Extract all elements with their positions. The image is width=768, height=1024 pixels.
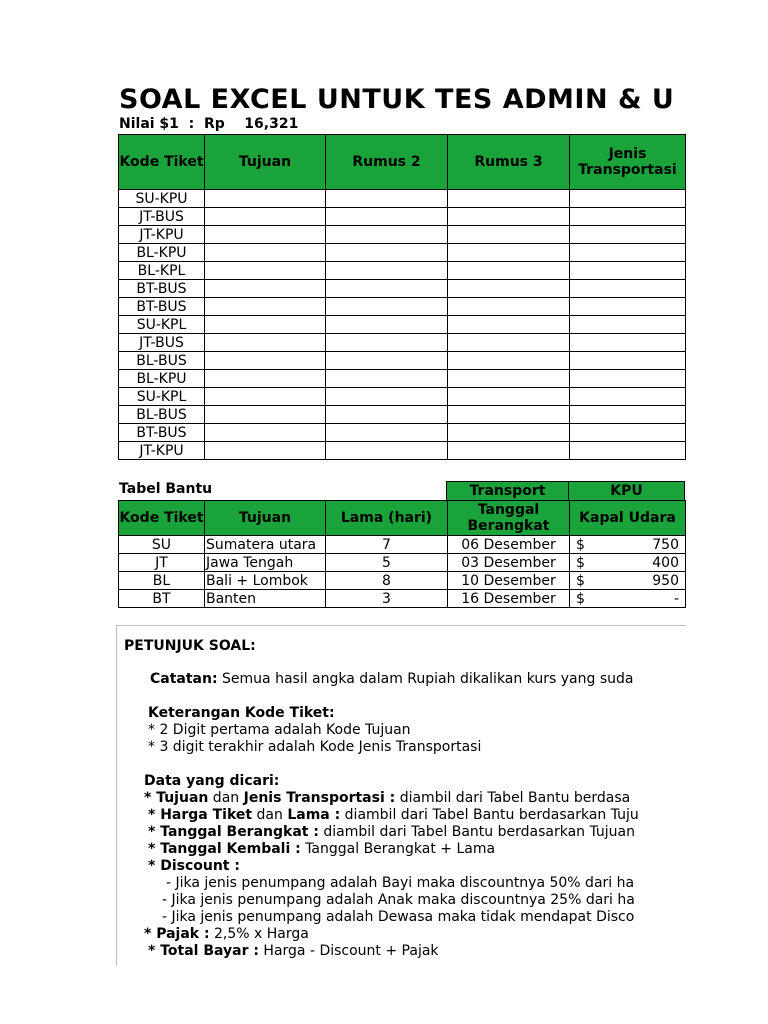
currency-symbol: $ <box>576 590 585 607</box>
bantu-header-kode: Kode Tiket <box>119 501 205 536</box>
empty-cell[interactable] <box>205 298 326 316</box>
bantu-tanggal-cell[interactable]: 16 Desember <box>448 590 570 608</box>
empty-cell[interactable] <box>448 442 570 460</box>
ticket-row <box>119 316 686 334</box>
header-rumus-2: Rumus 2 <box>326 135 448 190</box>
ticket-row <box>119 244 686 262</box>
empty-cell[interactable] <box>326 442 448 460</box>
empty-cell[interactable] <box>205 424 326 442</box>
empty-cell[interactable] <box>205 370 326 388</box>
header-kode-tiket: Kode Tiket <box>119 135 205 190</box>
bantu-row <box>119 554 686 572</box>
empty-cell[interactable] <box>570 244 686 262</box>
empty-cell[interactable] <box>205 226 326 244</box>
bantu-harga-cell[interactable] <box>570 554 686 572</box>
empty-cell[interactable] <box>448 244 570 262</box>
empty-cell[interactable] <box>448 262 570 280</box>
empty-cell[interactable] <box>448 424 570 442</box>
bantu-row <box>119 536 686 554</box>
empty-cell[interactable] <box>326 190 448 208</box>
bantu-lama-cell[interactable]: 3 <box>326 590 448 608</box>
empty-cell[interactable] <box>570 280 686 298</box>
empty-cell[interactable] <box>570 316 686 334</box>
kode-tiket-cell[interactable]: BL-KPU <box>119 370 205 388</box>
empty-cell[interactable] <box>326 388 448 406</box>
empty-cell[interactable] <box>448 280 570 298</box>
bantu-kode-cell[interactable]: BT <box>119 590 205 608</box>
empty-cell[interactable] <box>205 208 326 226</box>
data-item-tujuan: * Tujuan dan Jenis Transportasi : diambil dari Tabel Bantu berdasa <box>144 790 631 806</box>
bantu-tujuan-cell[interactable]: Bali + Lombok <box>205 572 326 590</box>
empty-cell[interactable] <box>448 370 570 388</box>
empty-cell[interactable] <box>326 208 448 226</box>
ticket-row <box>119 190 686 208</box>
keterangan-item: * 3 digit terakhir adalah Kode Jenis Transportasi <box>148 739 482 755</box>
empty-cell[interactable] <box>205 244 326 262</box>
empty-cell[interactable] <box>448 226 570 244</box>
bantu-row <box>119 590 686 608</box>
ticket-row <box>119 298 686 316</box>
empty-cell[interactable] <box>326 280 448 298</box>
empty-cell[interactable] <box>570 352 686 370</box>
empty-cell[interactable] <box>570 388 686 406</box>
catatan-line: Catatan: Semua hasil angka dalam Rupiah dikalikan kurs yang suda <box>150 671 634 687</box>
empty-cell[interactable] <box>448 352 570 370</box>
discount-rule: - Jika jenis penumpang adalah Anak maka discountnya 25% dari ha <box>162 892 635 908</box>
empty-cell[interactable] <box>448 208 570 226</box>
empty-cell[interactable] <box>326 244 448 262</box>
bantu-kode-cell[interactable]: BL <box>119 572 205 590</box>
data-dicari-heading: Data yang dicari: <box>144 773 280 789</box>
empty-cell[interactable] <box>448 190 570 208</box>
empty-cell[interactable] <box>205 316 326 334</box>
bantu-row <box>119 572 686 590</box>
bantu-header-kapal-udara: Kapal Udara <box>570 501 686 536</box>
header-jenis-transportasi: Jenis Transportasi <box>570 135 686 190</box>
data-item-total-bayar: * Total Bayar : Harga - Discount + Pajak <box>148 943 439 959</box>
ticket-row <box>119 352 686 370</box>
empty-cell[interactable] <box>326 298 448 316</box>
empty-cell[interactable] <box>570 190 686 208</box>
data-item-pajak: * Pajak : 2,5% x Harga <box>144 926 309 942</box>
currency-symbol: $ <box>576 572 585 589</box>
bantu-header-tanggal: Tanggal Berangkat <box>448 501 570 536</box>
bantu-lama-cell[interactable]: 5 <box>326 554 448 572</box>
page-title: SOAL EXCEL UNTUK TES ADMIN & U <box>119 84 675 115</box>
tabel-bantu <box>118 500 686 608</box>
empty-cell[interactable] <box>326 370 448 388</box>
header-kpu: KPU <box>569 482 685 501</box>
ticket-row <box>119 334 686 352</box>
kode-tiket-cell[interactable]: JT-KPU <box>119 442 205 460</box>
empty-cell[interactable] <box>570 370 686 388</box>
exchange-rate: Nilai $1 : Rp 16,321 <box>119 116 299 132</box>
empty-cell[interactable] <box>205 280 326 298</box>
currency-symbol: $ <box>576 536 585 553</box>
empty-cell[interactable] <box>570 298 686 316</box>
bantu-tanggal-cell[interactable]: 06 Desember <box>448 536 570 554</box>
empty-cell[interactable] <box>570 208 686 226</box>
empty-cell[interactable] <box>448 298 570 316</box>
ticket-row <box>119 406 686 424</box>
bantu-header-lama: Lama (hari) <box>326 501 448 536</box>
bantu-tujuan-cell[interactable]: Jawa Tengah <box>205 554 326 572</box>
header-transport: Transport <box>447 482 569 501</box>
empty-cell[interactable] <box>326 334 448 352</box>
empty-cell[interactable] <box>570 406 686 424</box>
empty-cell[interactable] <box>205 334 326 352</box>
empty-cell[interactable] <box>570 442 686 460</box>
ticket-row <box>119 388 686 406</box>
empty-cell[interactable] <box>448 316 570 334</box>
empty-cell[interactable] <box>326 352 448 370</box>
data-item-discount: * Discount : <box>148 858 240 874</box>
bantu-kode-cell[interactable]: JT <box>119 554 205 572</box>
price-value: - <box>673 590 679 607</box>
transport-header <box>446 481 685 501</box>
kode-tiket-cell[interactable]: SU-KPL <box>119 316 205 334</box>
header-tujuan: Tujuan <box>205 135 326 190</box>
empty-cell[interactable] <box>326 424 448 442</box>
empty-cell[interactable] <box>205 388 326 406</box>
bantu-harga-cell[interactable] <box>570 536 686 554</box>
bantu-header-tujuan: Tujuan <box>205 501 326 536</box>
empty-cell[interactable] <box>326 316 448 334</box>
price-value: 400 <box>652 554 679 571</box>
ticket-table <box>118 134 686 460</box>
empty-cell[interactable] <box>205 262 326 280</box>
ticket-row <box>119 226 686 244</box>
kode-tiket-cell[interactable]: JT-BUS <box>119 208 205 226</box>
ticket-row <box>119 442 686 460</box>
data-item-harga: * Harga Tiket dan Lama : diambil dari Tabel Bantu berdasarkan Tuju <box>148 807 639 823</box>
ticket-row <box>119 424 686 442</box>
ticket-row <box>119 208 686 226</box>
instructions-heading: PETUNJUK SOAL: <box>124 638 256 654</box>
empty-cell[interactable] <box>205 406 326 424</box>
data-item-tanggal-kembali: * Tanggal Kembali : Tanggal Berangkat + Lama <box>148 841 496 857</box>
price-value: 750 <box>652 536 679 553</box>
kode-tiket-cell[interactable]: BT-BUS <box>119 298 205 316</box>
empty-cell[interactable] <box>326 226 448 244</box>
ticket-row <box>119 280 686 298</box>
kode-tiket-cell[interactable]: BL-KPU <box>119 244 205 262</box>
empty-cell[interactable] <box>326 406 448 424</box>
kode-tiket-cell[interactable]: SU-KPU <box>119 190 205 208</box>
empty-cell[interactable] <box>570 334 686 352</box>
kode-tiket-cell[interactable]: BL-KPL <box>119 262 205 280</box>
bantu-harga-cell[interactable] <box>570 572 686 590</box>
price-value: 950 <box>652 572 679 589</box>
empty-cell[interactable] <box>448 388 570 406</box>
empty-cell[interactable] <box>570 262 686 280</box>
bantu-tujuan-cell[interactable]: Banten <box>205 590 326 608</box>
empty-cell[interactable] <box>448 334 570 352</box>
kode-tiket-cell[interactable]: JT-KPU <box>119 226 205 244</box>
kode-tiket-cell[interactable]: BL-BUS <box>119 406 205 424</box>
ticket-table-header <box>119 135 686 190</box>
empty-cell[interactable] <box>570 424 686 442</box>
tabel-bantu-label: Tabel Bantu <box>119 481 213 497</box>
bantu-tanggal-cell[interactable]: 03 Desember <box>448 554 570 572</box>
kode-tiket-cell[interactable]: BL-BUS <box>119 352 205 370</box>
data-item-tanggal-berangkat: * Tanggal Berangkat : diambil dari Tabel Bantu berdasarkan Tujuan <box>148 824 635 840</box>
kode-tiket-cell[interactable]: JT-BUS <box>119 334 205 352</box>
kode-tiket-cell[interactable]: BT-BUS <box>119 280 205 298</box>
keterangan-item: * 2 Digit pertama adalah Kode Tujuan <box>148 722 411 738</box>
kode-tiket-cell[interactable]: BT-BUS <box>119 424 205 442</box>
bantu-harga-cell[interactable] <box>570 590 686 608</box>
currency-symbol: $ <box>576 554 585 571</box>
ticket-row <box>119 262 686 280</box>
empty-cell[interactable] <box>326 262 448 280</box>
empty-cell[interactable] <box>448 406 570 424</box>
empty-cell[interactable] <box>205 352 326 370</box>
discount-rule: - Jika jenis penumpang adalah Dewasa maka tidak mendapat Disco <box>162 909 635 925</box>
header-rumus-3: Rumus 3 <box>448 135 570 190</box>
empty-cell[interactable] <box>205 442 326 460</box>
bantu-tanggal-cell[interactable]: 10 Desember <box>448 572 570 590</box>
kode-tiket-cell[interactable]: SU-KPL <box>119 388 205 406</box>
ticket-row <box>119 370 686 388</box>
discount-rule: - Jika jenis penumpang adalah Bayi maka discountnya 50% dari ha <box>166 875 635 891</box>
bantu-tujuan-cell[interactable]: Sumatera utara <box>205 536 326 554</box>
bantu-lama-cell[interactable]: 8 <box>326 572 448 590</box>
bantu-lama-cell[interactable]: 7 <box>326 536 448 554</box>
empty-cell[interactable] <box>570 226 686 244</box>
empty-cell[interactable] <box>205 190 326 208</box>
keterangan-heading: Keterangan Kode Tiket: <box>148 705 335 721</box>
bantu-kode-cell[interactable]: SU <box>119 536 205 554</box>
